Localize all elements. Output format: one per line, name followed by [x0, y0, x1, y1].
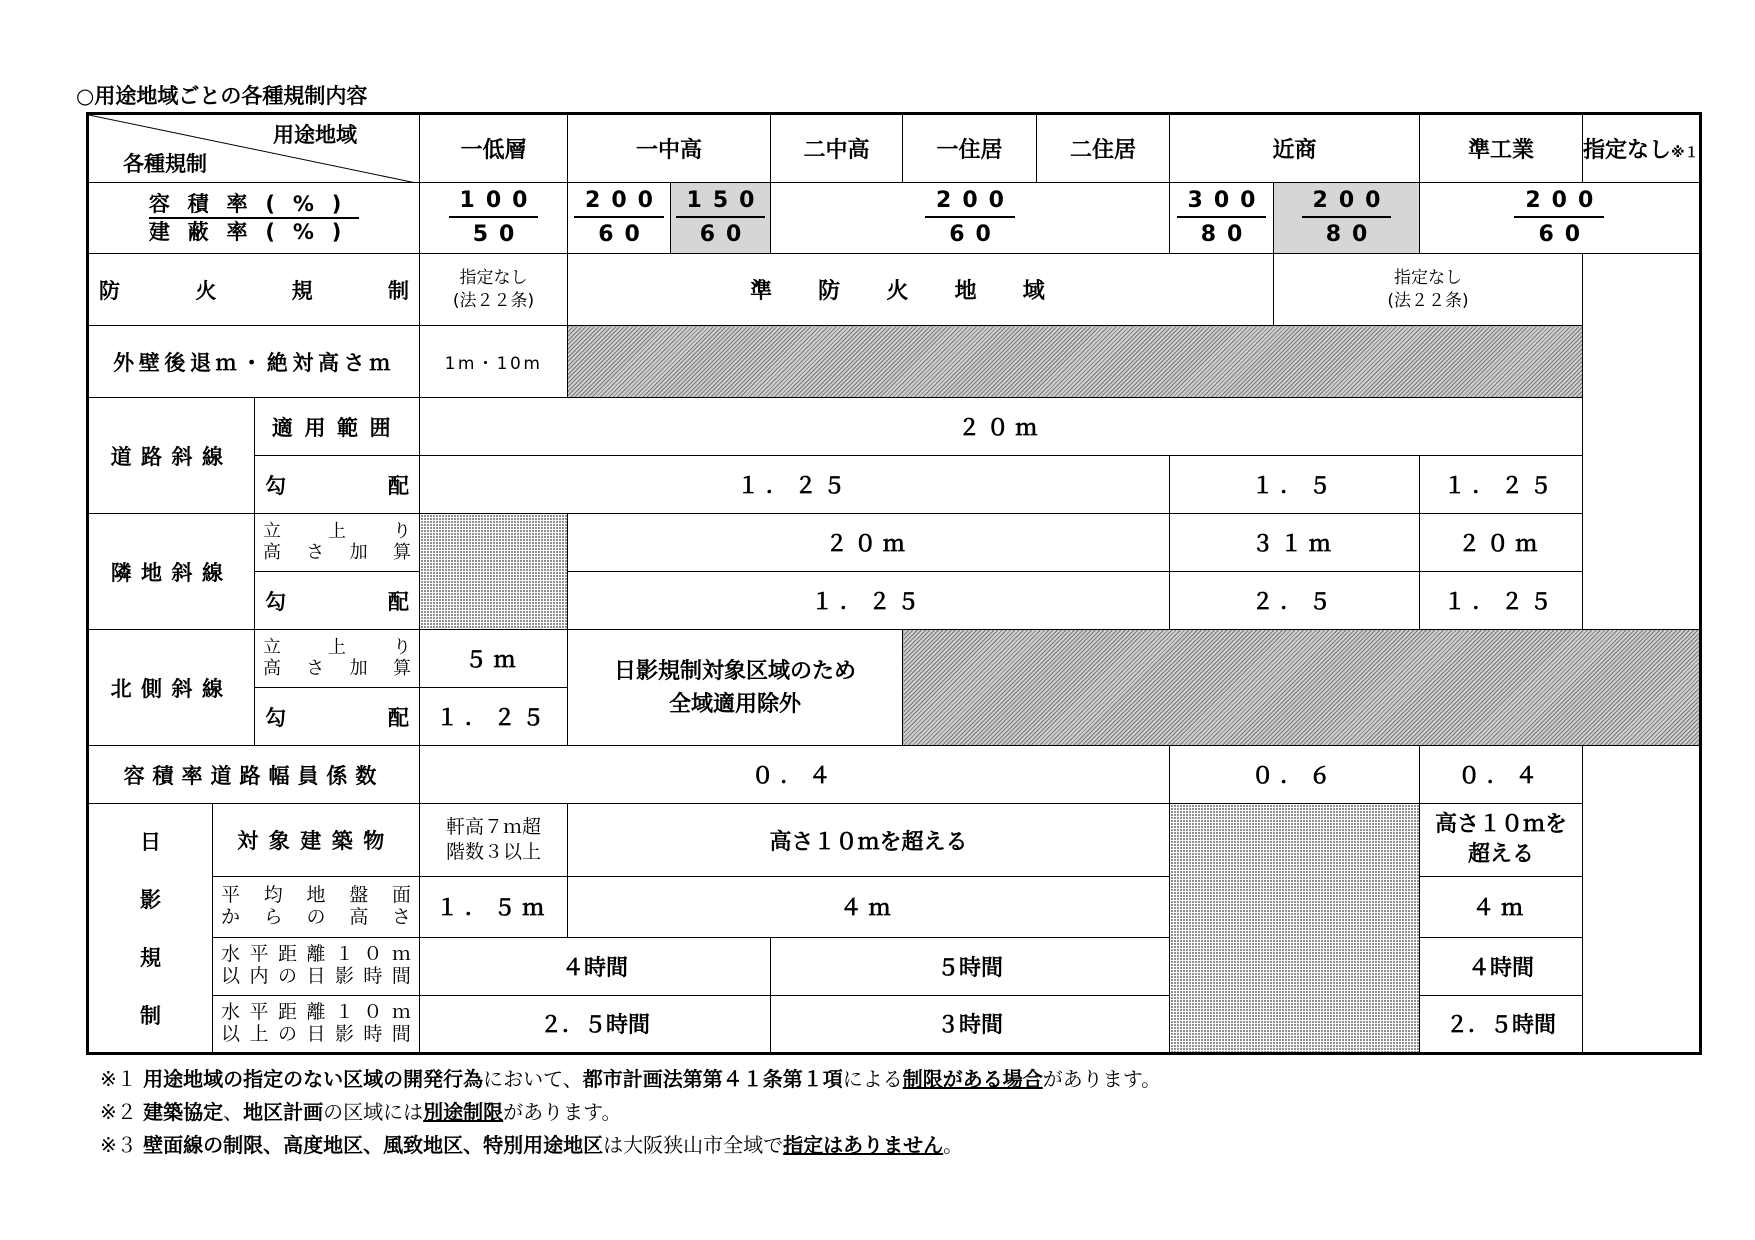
adjacent-rise-row: [88, 514, 1701, 572]
north-note-line2: 全域適用除外: [668, 691, 801, 717]
road-slope-c-text: １．２５: [1443, 474, 1559, 499]
road-width-label-cell: [88, 746, 420, 804]
shadow-beyond-b: [771, 995, 1170, 1053]
north-rise-low: [420, 630, 568, 688]
shadow-within-c: [1420, 937, 1583, 995]
north-rise-row: [88, 630, 1701, 688]
road-slope-b: [1170, 456, 1420, 514]
shadow-target-low: [420, 804, 568, 877]
footnote-3-d: 。: [943, 1133, 964, 1157]
ratio-mid-far: 200: [925, 190, 1015, 218]
shadow-target-low-line2: 階数３以上: [445, 841, 541, 864]
header-regulation-label: 各種規制: [123, 152, 207, 176]
ratio-commercial-b-bcr: 80: [1325, 221, 1379, 247]
road-width-row: [88, 746, 1701, 804]
north-slope-label-cell: [255, 688, 420, 746]
wall-low-value: 1m・10m: [444, 353, 543, 374]
adjacent-slope-a: [568, 572, 1170, 630]
fire-right: [1274, 254, 1583, 326]
north-rise-label-cell: 立 上 り 高 さ 加 算: [255, 630, 420, 688]
zone-header-low: 一低層: [420, 114, 568, 183]
road-width-label: 容積率道路幅員係数: [123, 763, 385, 788]
zone-header-mid2: 二中高: [771, 114, 903, 183]
fire-label: 防 火 規 制: [99, 278, 409, 303]
footnote-2-f: があります。: [503, 1100, 622, 1124]
fire-low-line2: (法２２条): [452, 290, 535, 311]
road-width-b-text: ０．６: [1251, 764, 1338, 789]
shadow-target-label: 対象建築物: [237, 829, 395, 854]
shadow-target-right-line2: 超える: [1467, 842, 1534, 868]
ratio-rest: [1420, 183, 1701, 254]
road-slope-a-text: １．２５: [737, 474, 852, 499]
shadow-within-b: [771, 937, 1170, 995]
adjacent-slope-b-text: ２．５: [1251, 590, 1338, 615]
zone-header-neighborhood-commercial: 近商: [1170, 114, 1420, 183]
shadow-height-low: [420, 877, 568, 937]
shadow-height-right: [1420, 877, 1583, 937]
shadow-label-char-2: 影: [140, 888, 161, 912]
wall-not-applicable: [568, 326, 1583, 398]
ratio-mid1-b: [671, 183, 771, 254]
shadow-target-right: [1420, 804, 1583, 877]
wall-label: 外壁後退ｍ・絶対高さｍ: [113, 350, 395, 375]
shadow-height-right-text: ４ｍ: [1472, 896, 1530, 922]
road-label-cell: [88, 398, 255, 514]
road-slope-b-text: １．５: [1251, 474, 1338, 499]
ratio-commercial-a-far: 300: [1177, 190, 1267, 218]
footnote-1-c: 都市計画法第第４１条第１項: [582, 1067, 843, 1091]
ratio-label-cell: [88, 183, 420, 254]
road-label: 道路斜線: [110, 444, 233, 469]
north-note-line1: 日影規制対象区域のため: [613, 658, 856, 684]
road-slope-label-cell: [255, 456, 420, 514]
shadow-target-label-cell: [213, 804, 420, 877]
ratio-commercial-a-bcr: 80: [1200, 221, 1254, 247]
footnote-2-a: 建築協定: [143, 1100, 224, 1124]
adjacent-rise-a: [568, 514, 1170, 572]
header-zone-label: 用途地域: [273, 123, 357, 147]
road-slope-row: [88, 456, 1701, 514]
shadow-height-mid: [568, 877, 1170, 937]
footnote-2-c: 地区計画: [243, 1100, 324, 1124]
ratio-mid1-a: [568, 183, 671, 254]
ratio-commercial-a: [1170, 183, 1274, 254]
adjacent-rise-c-text: ２０ｍ: [1458, 532, 1544, 557]
shadow-height-label-cell: 平 均 地 盤 面 か ら の 高 さ: [213, 877, 420, 937]
shadow-beyond-b-text: ３時間: [936, 1013, 1003, 1039]
fire-semi-fireproof-label: 準防火地域: [749, 279, 1091, 304]
ratio-mid1-b-far: 150: [676, 190, 766, 218]
footnote-1-d: による: [842, 1067, 903, 1091]
adjacent-rise-c: [1420, 514, 1583, 572]
ratio-commercial-b-far: 200: [1302, 190, 1392, 218]
footnote-1-f: があります。: [1042, 1067, 1162, 1091]
adjacent-rise-label-cell: 立 上 り 高 さ 加 算: [255, 514, 420, 572]
zone-header-res1: 一住居: [903, 114, 1037, 183]
zone-header-note-mark: ※１: [1671, 145, 1699, 161]
road-width-c-text: ０．４: [1458, 764, 1544, 789]
shadow-height-low-text: １．５ｍ: [436, 896, 551, 922]
footnote-3-mark: ※３: [100, 1133, 137, 1157]
zone-header-unspecified: [1583, 114, 1701, 183]
road-width-b: [1170, 746, 1420, 804]
ratio-row: [88, 183, 1701, 254]
north-slope-char-b: 配: [388, 705, 409, 730]
shadow-target-right-line1: 高さ１０ｍを: [1434, 812, 1567, 838]
header-diagonal-cell: [88, 114, 420, 183]
shadow-within-label-cell: 水 平 距 離 １ ０ ｍ 以 内 の 日 影 時 間: [213, 937, 420, 995]
fire-row: [88, 254, 1701, 326]
ratio-low: [420, 183, 568, 254]
adjacent-slope-char-a: 勾: [265, 589, 286, 614]
header-row: [88, 114, 1701, 183]
footnote-2-mark: ※２: [100, 1100, 137, 1124]
shadow-within-a: [420, 937, 771, 995]
north-slope-char-a: 勾: [265, 705, 286, 730]
road-width-a-text: ０．４: [751, 764, 838, 789]
zone-header-unspecified-label: 指定なし: [1583, 138, 1672, 163]
north-rise-low-text: ５ｍ: [464, 648, 523, 673]
wall-row: [88, 326, 1701, 398]
shadow-beyond-label-cell: 水 平 距 離 １ ０ ｍ 以 上 の 日 影 時 間: [213, 995, 420, 1053]
shadow-height-row: [88, 877, 1701, 937]
ratio-commercial-b: [1274, 183, 1420, 254]
road-slope-c: [1420, 456, 1583, 514]
footnotes: [100, 1063, 1161, 1162]
shadow-within-a-text: ４時間: [561, 955, 628, 981]
shadow-within-row: [88, 937, 1701, 995]
page-title: ○用途地域ごとの各種規制内容: [76, 84, 368, 108]
shadow-label-char-4: 制: [140, 1004, 161, 1028]
north-exemption-note: [568, 630, 903, 746]
adjacent-slope-char-b: 配: [388, 589, 409, 614]
adjacent-rise-a-text: ２０ｍ: [825, 532, 912, 557]
footnote-2-e: 別途制限: [423, 1100, 504, 1124]
zone-header-mid1: 一中高: [568, 114, 771, 183]
footnote-1: [100, 1063, 1161, 1096]
north-label-cell: [88, 630, 255, 746]
road-range-text: ２０ｍ: [958, 416, 1044, 441]
floor-area-ratio-label: 容積率(%): [149, 191, 359, 219]
shadow-within-c-text: ４時間: [1467, 955, 1534, 981]
shadow-label-char-3: 規: [140, 946, 161, 970]
ratio-mid1-a-far: 200: [574, 190, 664, 218]
north-slope-low: [420, 688, 568, 746]
adjacent-label: 隣地斜線: [110, 560, 233, 585]
ratio-rest-far: 200: [1514, 190, 1604, 218]
adjacent-slope-c: [1420, 572, 1583, 630]
ratio-low-far: 100: [449, 190, 539, 218]
shadow-label-cell: [88, 804, 213, 1054]
footnote-3-b: は大阪狭山市全域で: [603, 1133, 784, 1157]
shadow-target-low-line1: 軒高７ｍ超: [445, 815, 541, 838]
fire-low-line1: 指定なし: [459, 267, 528, 288]
slope-char-a: 勾: [265, 473, 286, 498]
footnote-1-a: 用途地域の指定のない区域の開発行為: [143, 1067, 484, 1091]
zone-header-semi-industrial: 準工業: [1420, 114, 1583, 183]
shadow-label-char-1: 日: [140, 830, 161, 854]
footnote-2: [100, 1096, 1161, 1129]
slope-char-b: 配: [388, 473, 409, 498]
wall-low: [420, 326, 568, 398]
shadow-commercial-not-applicable: [1170, 804, 1420, 1054]
ratio-rest-bcr: 60: [1538, 221, 1592, 247]
adjacent-slope-c-text: １．２５: [1443, 590, 1559, 615]
adjacent-rise-b: [1170, 514, 1420, 572]
shadow-beyond-row: [88, 995, 1701, 1053]
adjacent-slope-row: [88, 572, 1701, 630]
adjacent-slope-a-text: １．２５: [811, 590, 926, 615]
fire-semi-fireproof: [568, 254, 1274, 326]
footnote-2-b: 、: [223, 1100, 244, 1124]
footnote-1-mark: ※１: [100, 1067, 137, 1091]
adjacent-slope-b: [1170, 572, 1420, 630]
fire-label-cell: [88, 254, 420, 326]
north-slope-low-text: １．２５: [436, 706, 551, 731]
fire-right-line2: (法２２条): [1387, 290, 1469, 311]
shadow-target-mid-text: 高さ１０ｍを超える: [769, 829, 968, 855]
shadow-beyond-a: [420, 995, 771, 1053]
north-not-applicable: [903, 630, 1701, 746]
footnote-1-b: において、: [483, 1067, 583, 1091]
zone-header-res2: 二住居: [1037, 114, 1170, 183]
footnote-3: [100, 1129, 1161, 1162]
shadow-beyond-c: [1420, 995, 1583, 1053]
shadow-target-mid: [568, 804, 1170, 877]
shadow-target-row: [88, 804, 1701, 877]
ratio-mid-residential: [771, 183, 1170, 254]
road-width-a: [420, 746, 1170, 804]
footnote-1-e: 制限がある場合: [902, 1067, 1043, 1091]
shadow-beyond-c-text: ２．５時間: [1445, 1013, 1556, 1039]
road-slope-a: [420, 456, 1170, 514]
ratio-mid1-b-bcr: 60: [699, 221, 753, 247]
footnote-2-d: の区域には: [323, 1100, 424, 1124]
footnote-3-a: 壁面線の制限、高度地区、風致地区、特別用途地区: [143, 1133, 604, 1157]
footnote-3-c: 指定はありません: [783, 1133, 944, 1157]
road-range-label-cell: [255, 398, 420, 456]
shadow-height-mid-text: ４ｍ: [839, 896, 898, 922]
adjacent-slope-label-cell: [255, 572, 420, 630]
north-label: 北側斜線: [110, 676, 233, 701]
adjacent-low-not-applicable: [420, 514, 568, 630]
road-range-label: 適用範囲: [271, 415, 403, 440]
road-range-value: [420, 398, 1583, 456]
building-coverage-ratio-label: 建蔽率(%): [148, 220, 360, 244]
ratio-mid-bcr: 60: [949, 221, 1002, 247]
wall-label-cell: [88, 326, 420, 398]
road-width-c: [1420, 746, 1583, 804]
adjacent-rise-b-text: ３１ｍ: [1251, 532, 1338, 557]
regulation-table: [86, 112, 1702, 1055]
shadow-beyond-a-text: ２．５時間: [539, 1013, 650, 1039]
fire-right-line1: 指定なし: [1394, 267, 1462, 288]
fire-low: [420, 254, 568, 326]
shadow-within-b-text: ５時間: [936, 955, 1003, 981]
ratio-low-bcr: 50: [472, 221, 526, 247]
adjacent-label-cell: [88, 514, 255, 630]
road-range-row: [88, 398, 1701, 456]
road-slope-label: [255, 470, 419, 500]
ratio-mid1-a-bcr: 60: [598, 221, 651, 247]
